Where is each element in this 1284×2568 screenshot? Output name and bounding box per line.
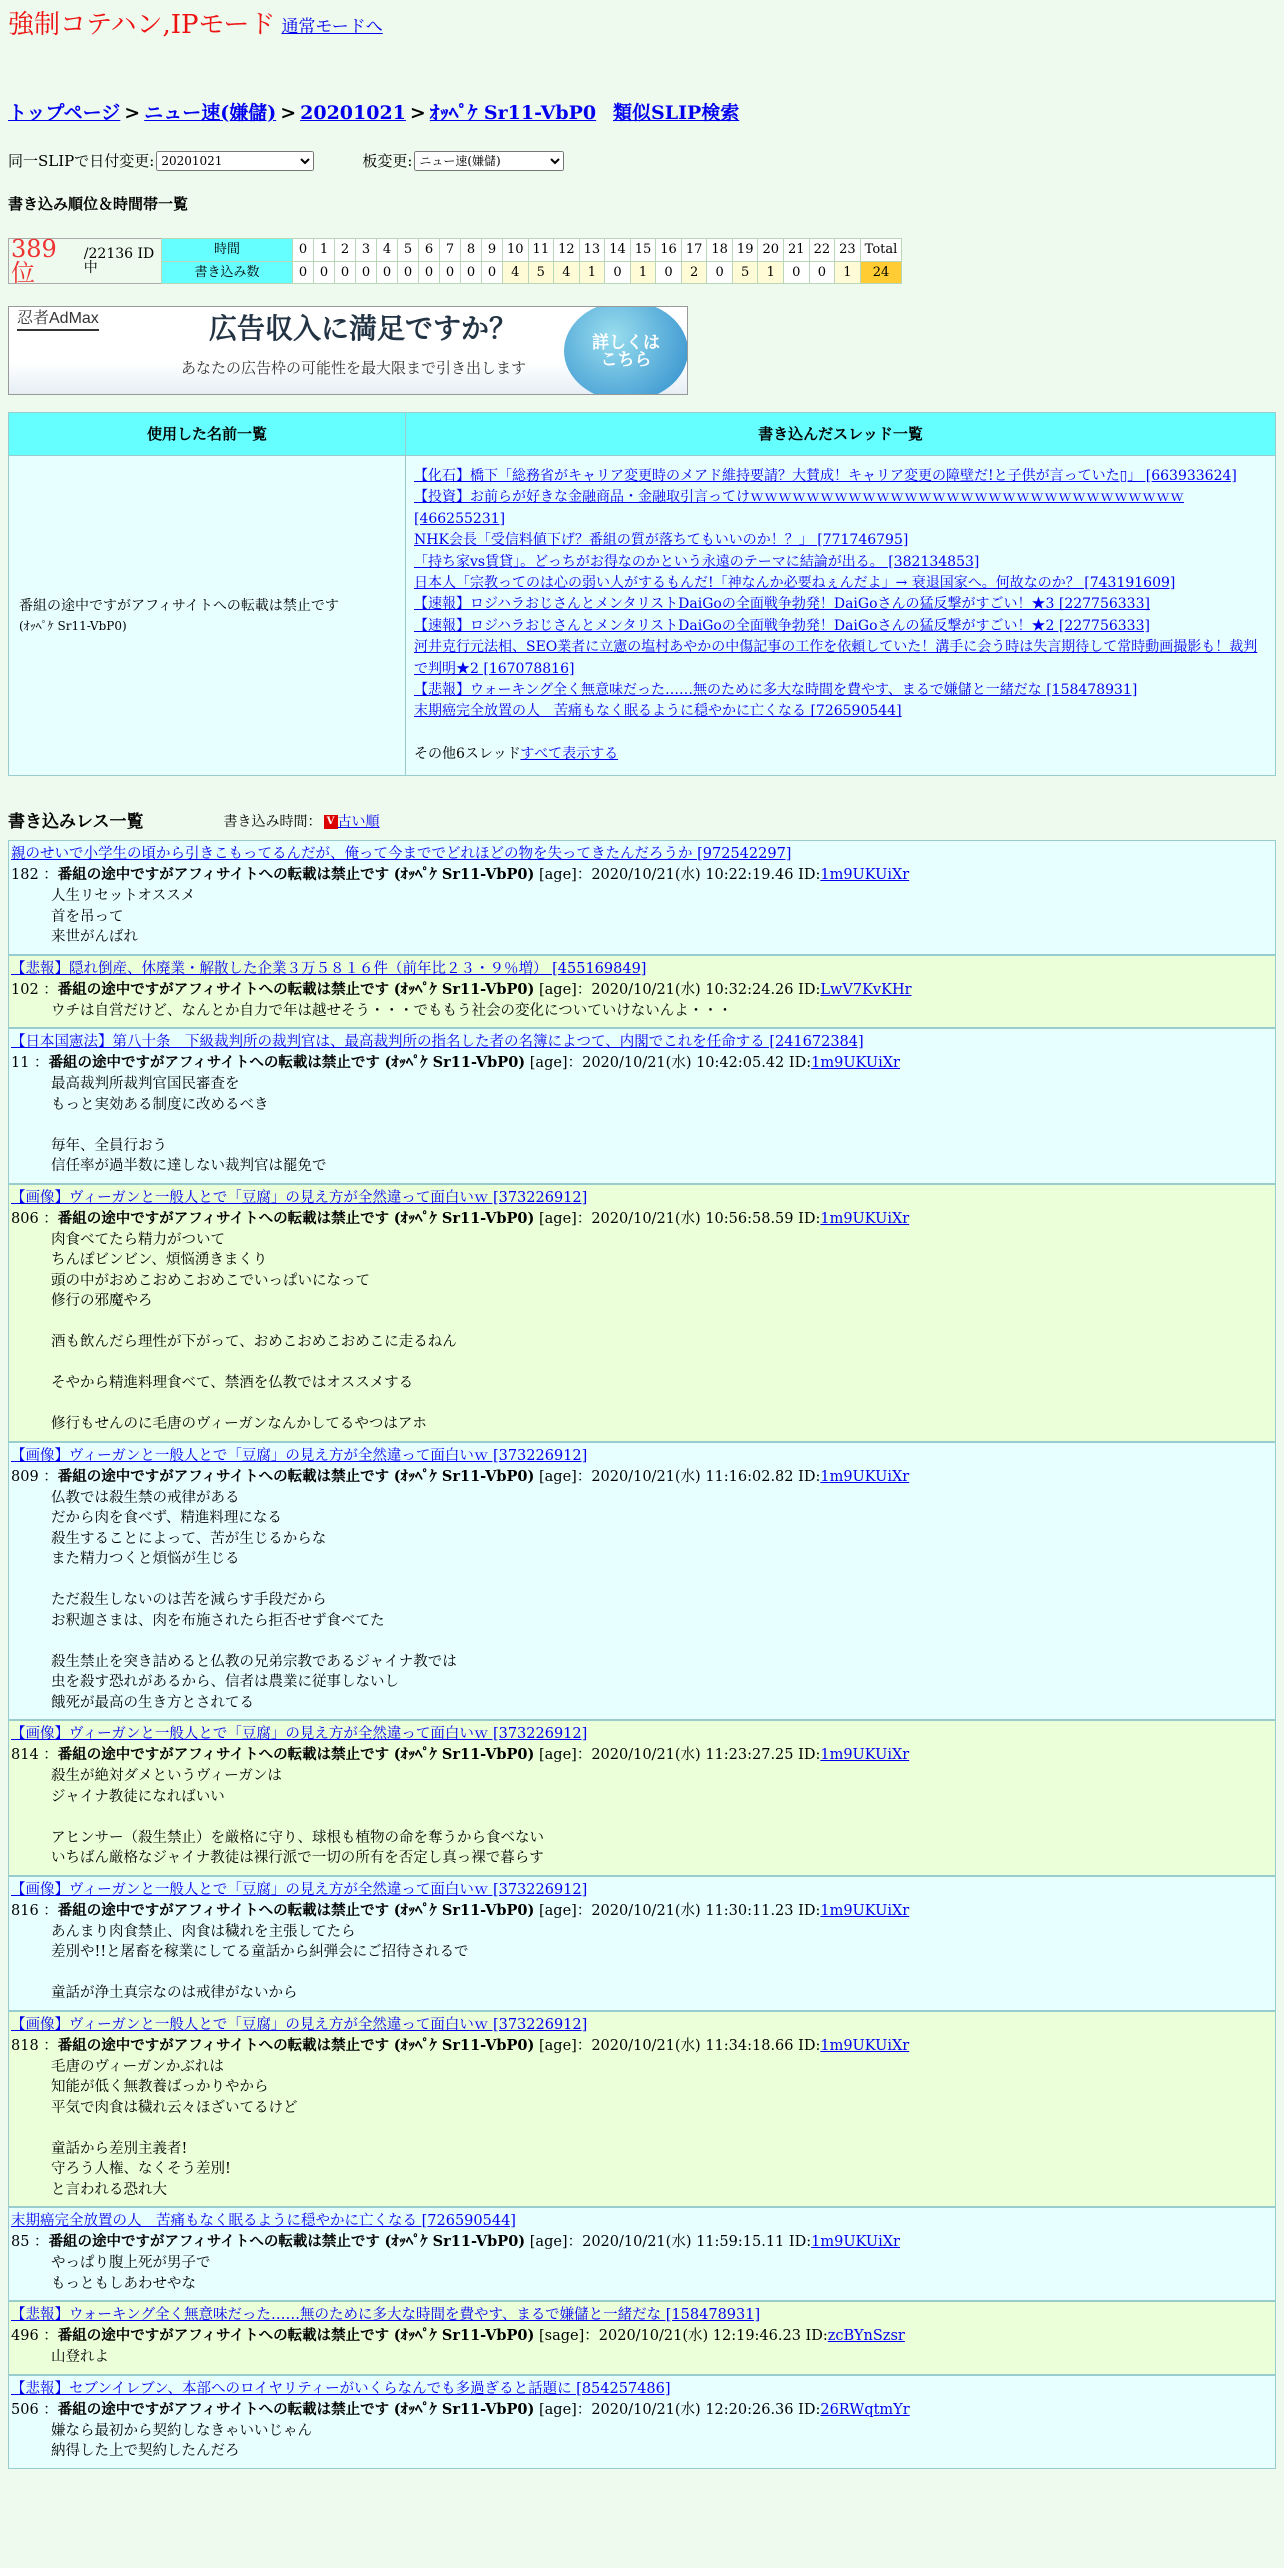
post-author: 番組の途中ですがアフィサイトへの転載は禁止です [57,2036,390,2054]
post-date: [age]：2020/10/21(水) 11:16:02.82 ID: [539,1468,821,1485]
board-select[interactable] [414,151,564,171]
names-header: 使用した名前一覧 [9,413,406,456]
post-slip: (ｵｯﾍﾟｹ Sr11-VbP0) [393,866,535,884]
hour-cell: 21 [784,239,810,262]
thread-link[interactable]: 【投資】お前らが好きな金融商品・金融取引言ってけｗｗｗｗｗｗｗｗｗｗｗｗｗｗｗｗｗｗｗｗｗｗｗｗｗｗｗｗｗｗｗ [466255231] [414,489,1184,527]
post-number: 816 [11,1902,39,1919]
post-date: [age]：2020/10/21(水) 11:34:18.66 ID: [539,2037,821,2054]
post-slip: (ｵｯﾍﾟｹ Sr11-VbP0) [384,1054,526,1072]
rank-row [8,235,1276,287]
ad-subtext: あなたの広告枠の可能性を最大限まで引き出します [181,360,527,377]
used-name-slip: (ｵｯﾍﾟｹ Sr11-VbP0) [19,618,127,633]
post [8,2301,1276,2375]
breadcrumb-sep: > [280,102,297,124]
post-number: 814 [11,1747,39,1764]
post-thread-link[interactable]: 【日本国憲法】第八十条 下級裁判所の裁判官は、最高裁判所の指名した者の名簿によつて、内閣でこれを任命する [241672384] [11,1034,864,1051]
hour-cell: 5 [398,239,419,262]
selector-bar [8,144,1276,178]
post-meta: 506 ：番組の途中ですがアフィサイトへの転載は禁止です (ｵｯﾍﾟｹ Sr11-VbP0) [age]：2020/10/21(水) 12:20:26.36 ID:26RWqtmYr [11,2400,910,2418]
post-date: [age]：2020/10/21(水) 11:59:15.11 ID: [529,2234,812,2251]
hour-cell: 0 [293,239,314,262]
count-cell: 0 [377,261,398,284]
count-row-label: 書き込み数 [162,261,293,284]
post [8,840,1276,955]
post-thread-link[interactable]: 【画像】ヴィーガンと一般人とで「豆腐」の見え方が全然違って面白いｗ [373226912] [11,1189,588,1206]
more-threads-text: その他6スレッド [414,745,521,762]
post-id-link[interactable]: 1m9UKUiXr [820,1468,910,1485]
count-cell: 0 [356,261,377,284]
ad-headline: 広告収入に満足ですか？ [209,313,518,344]
count-cell: 5 [528,261,554,284]
post-date: [sage]：2020/10/21(水) 12:19:46.23 ID: [539,2328,828,2345]
post-body: ウチは自営だけど、なんとか自力で年は越せそう・・・でももう社会の変化についていけないんよ・・・ [51,1002,733,1019]
post-number: 102 [11,981,39,998]
post-date: [age]：2020/10/21(水) 12:20:26.36 ID: [539,2401,821,2418]
post-id-link[interactable]: 1m9UKUiXr [811,1055,900,1072]
post-body: やっぱり腹上死が男子で もっともしあわせやな [51,2255,211,2292]
post-thread-link[interactable]: 【悲報】セブンイレブン、本部へのロイヤリティーがいくらなんでも多過ぎると話題に [854257486] [11,2380,671,2397]
hour-cell: 10 [503,239,529,262]
post-slip: (ｵｯﾍﾟｹ Sr11-VbP0) [393,2327,535,2345]
post-body: 仏教では殺生禁の戒律がある だから肉を食べず、精進料理になる 殺生することによって、苦が生じるからな また精力つくと煩悩が生じる ただ殺生しないのは苦を減らす手段だから お釈迦さまは、肉を布施されたら拒否せず食べてた 殺生禁止を突き詰めると仏教の兄弟宗教であるジャイナ教では 虫を殺す恐れがあるから、信者は農業に従事しないし 餓死が最高の生き方とされてる [51,1489,457,1711]
post-meta: 85 ：番組の途中ですがアフィサイトへの転載は禁止です (ｵｯﾍﾟｹ Sr11-VbP0) [age]：2020/10/21(水) 11:59:15.11 ID:1m9UKUiXr [11,2233,900,2251]
post-meta: 11 ：番組の途中ですがアフィサイトへの転載は禁止です (ｵｯﾍﾟｹ Sr11-VbP0) [age]：2020/10/21(水) 10:42:05.42 ID:1m9UKUiXr [11,1054,900,1072]
post-author: 番組の途中ですがアフィサイトへの転載は禁止です [57,1901,390,1919]
post-body: 肉食べてたら精力がついて ちんぽビンビン、煩悩湧きまくり 頭の中がおめこおめこおめこでいっぱいになって 修行の邪魔やろ 酒も飲んだら理性が下がって、おめこおめこおめこに走るねん そやから精進料理食べて、禁酒を仏教ではオススメする 修行もせんのに毛唐のヴィーガンなんかしてるやつはアホ [51,1231,457,1433]
post-author: 番組の途中ですがアフィサイトへの転載は禁止です [57,2327,390,2345]
count-cell: 0 [809,261,835,284]
post-meta: 182 ：番組の途中ですがアフィサイトへの転載は禁止です (ｵｯﾍﾟｹ Sr11-VbP0) [age]：2020/10/21(水) 10:22:19.46 ID:1m9UKUiXr [11,866,910,884]
post-thread-link[interactable]: 親のせいで小学生の頃から引きこもってるんだが、俺って今まででどれほどの物を失ってきたんだろうか [972542297] [11,846,792,863]
total-value: 24 [860,261,902,284]
post-number: 818 [11,2037,39,2054]
post-author: 番組の途中ですがアフィサイトへの転載は禁止です [57,1746,390,1764]
ad-details-button[interactable] [564,306,688,395]
post-meta: 814 ：番組の途中ですがアフィサイトへの転載は禁止です (ｵｯﾍﾟｹ Sr11-VbP0) [age]：2020/10/21(水) 11:23:27.25 ID:1m9UKUiXr [11,1746,910,1764]
count-cell: 1 [579,261,605,284]
mode-title: 強制コテハン,IPモード [8,10,276,40]
names-cell [9,456,406,776]
post-number: 182 [11,867,39,884]
thread-link[interactable]: 「持ち家vs賃貸」。どっちがお得なのかという永遠のテーマに結論が出る。 [382134853] [414,553,980,570]
post-slip: (ｵｯﾍﾟｹ Sr11-VbP0) [393,2400,535,2418]
post-thread-link[interactable]: 【画像】ヴィーガンと一般人とで「豆腐」の見え方が全然違って面白いｗ [373226912] [11,1881,588,1898]
ad-banner[interactable] [8,306,688,395]
count-cell: 1 [630,261,656,284]
used-name: 番組の途中ですがアフィサイトへの転載は禁止です [19,597,339,614]
mode-bar [8,8,1276,52]
post-id-link[interactable]: 1m9UKUiXr [820,1210,910,1227]
breadcrumb [8,104,1276,144]
hour-cell: 17 [681,239,707,262]
post-slip: (ｵｯﾍﾟｹ Sr11-VbP0) [393,980,535,998]
post-author: 番組の途中ですがアフィサイトへの転載は禁止です [57,1209,390,1227]
post-number: 496 [11,2328,39,2345]
post-id-link[interactable]: 1m9UKUiXr [811,2234,900,2251]
count-cell: 0 [419,261,440,284]
count-cell: 0 [656,261,682,284]
post-author: 番組の途中ですがアフィサイトへの転載は禁止です [57,1467,390,1485]
hour-cell: 4 [377,239,398,262]
post-id-link[interactable]: 1m9UKUiXr [820,1902,910,1919]
hour-cell: 14 [605,239,631,262]
rank-heading: 書き込み順位＆時間帯一覧 [8,195,189,213]
post-body: あんまり肉食禁止、肉食は穢れを主張してたら 差別や!!と屠畜を稼業にしてる童話から糾弾会にご招待されるで 童話が浄土真宗なのは戒律がないから [51,1923,469,2002]
hour-cell: 20 [758,239,784,262]
hour-cell: 12 [554,239,580,262]
hour-cell: 22 [809,239,835,262]
post-thread-link[interactable]: 【悲報】ウォーキング全く無意味だった……無のために多大な時間を費やす、まるで嫌儲と一緒だな [158478931] [11,2307,761,2324]
thread-link[interactable]: 【速報】ロジハラおじさんとメンタリストDaiGoの全面戦争勃発！DaiGoさんの猛反撃がすごい！★3 [227756333] [414,596,1150,613]
count-cell: 0 [461,261,482,284]
sort-oldest-link[interactable]: 古い順 [337,814,380,831]
thread-link[interactable]: 末期癌完全放置の人 苦痛もなく眠るように穏やかに亡くなる [726590544] [414,703,902,720]
post-author: 番組の途中ですがアフィサイトへの転載は禁止です [48,2233,380,2251]
breadcrumb-sep: > [124,102,141,124]
sort-label: 書き込み時間： [223,814,322,831]
hour-cell: 11 [528,239,554,262]
post-id-link[interactable]: 1m9UKUiXr [820,2037,910,2054]
thread-link[interactable]: 河井克行元法相、SEO業者に立憲の塩村あやかの中傷記事の工作を依頼していた！溝手に会う時は失言期待して常時動画撮影も！裁判で判明★2 [167078816] [414,639,1258,677]
hour-cell: 13 [579,239,605,262]
post-author: 番組の途中ですがアフィサイトへの転載は禁止です [57,2400,390,2418]
ad-logo: 忍者AdMax [17,311,99,331]
hour-cell: 3 [356,239,377,262]
post [8,1184,1276,1442]
post-thread-link[interactable]: 【悲報】隠れ倒産、休廃業・解散した企業３万５８１６件（前年比２３・９％増） [455169849] [11,960,647,977]
post-body: 毛唐のヴィーガンかぶれは 知能が低く無教養ばっかりやから 平気で肉食は穢れ云々ほざいてるけど 童話から差別主義者! 守ろう人権、なくそう差別! と言われる恐れ大 [51,2058,298,2198]
count-cell: 1 [835,261,861,284]
post-thread-link[interactable]: 【画像】ヴィーガンと一般人とで「豆腐」の見え方が全然違って面白いｗ [373226912] [11,2016,588,2033]
count-cell: 0 [398,261,419,284]
hour-cell: 2 [335,239,356,262]
count-cell: 0 [482,261,503,284]
similar-slip-search-link[interactable]: 類似SLIP検索 [613,102,740,124]
board-select-label: 板変更: [362,151,413,170]
post-body: 人生リセットオススメ 首を吊って 来世がんばれ [51,888,196,946]
count-cell: 5 [732,261,758,284]
more-threads [414,744,1267,765]
ad-button-line2: こちら [600,350,652,369]
post-list [8,840,1276,2469]
post-thread-link[interactable]: 【画像】ヴィーガンと一般人とで「豆腐」の見え方が全然違って面白いｗ [373226912] [11,1726,588,1743]
post-date: [age]：2020/10/21(水) 10:42:05.42 ID: [529,1055,812,1072]
normal-mode-link[interactable]: 通常モードへ [281,17,383,37]
post-author: 番組の途中ですがアフィサイトへの転載は禁止です [48,1054,380,1072]
rank-box [8,235,161,287]
post [8,1876,1276,2011]
thread-link[interactable]: 日本人「宗教ってのは心の弱い人がするもんだ!「神なんか必要ねぇんだよ」→ 衰退国家へ。何故なのか？ [743191609] [414,575,1176,592]
sort-control [224,815,380,829]
post-date: [age]：2020/10/21(水) 11:23:27.25 ID: [539,1747,821,1764]
post-thread-link[interactable]: 【画像】ヴィーガンと一般人とで「豆腐」の見え方が全然違って面白いｗ [373226912] [11,1447,588,1464]
count-cell: 0 [314,261,335,284]
hour-cell: 7 [440,239,461,262]
count-cell: 0 [784,261,810,284]
post [8,1442,1276,1721]
thread-list [414,466,1267,723]
post-date: [age]：2020/10/21(水) 10:22:19.46 ID: [539,867,821,884]
rank-total: /22136 ID中 [83,246,155,276]
post-thread-link[interactable]: 末期癌完全放置の人 苦痛もなく眠るように穏やかに亡くなる [726590544] [11,2213,516,2230]
post-id-link[interactable]: 1m9UKUiXr [820,867,910,884]
hour-row-label: 時間 [162,239,293,262]
breadcrumb-top[interactable]: トップページ [8,102,121,124]
hour-cell: 16 [656,239,682,262]
post [8,1028,1276,1184]
post-id-link[interactable]: 26RWqtmYr [820,2401,910,2418]
count-cell: 1 [758,261,784,284]
date-select-label: 同一SLIPで日付変更: [8,151,155,170]
post-date: [age]：2020/10/21(水) 10:56:58.59 ID: [539,1210,821,1227]
post-number: 506 [11,2401,39,2418]
hour-cell: 23 [835,239,861,262]
post [8,955,1276,1029]
count-cell: 0 [293,261,314,284]
hour-cell: 6 [419,239,440,262]
post-id-link[interactable]: 1m9UKUiXr [820,1747,910,1764]
post [8,2011,1276,2208]
post-id-link[interactable]: zcBYnSzsr [827,2328,905,2345]
breadcrumb-board[interactable]: ニュー速(嫌儲) [144,102,277,124]
post-number: 809 [11,1468,39,1485]
hour-cell: 18 [707,239,733,262]
breadcrumb-sep: > [409,102,426,124]
date-select[interactable] [156,151,314,171]
responses-title: 書き込みレス一覧 [8,811,144,832]
hour-cell: 1 [314,239,335,262]
post-slip: (ｵｯﾍﾟｹ Sr11-VbP0) [393,1901,535,1919]
threads-cell [406,456,1276,776]
post [8,2207,1276,2301]
sort-down-icon[interactable]: V [324,815,338,829]
count-cell: 2 [681,261,707,284]
thread-link[interactable]: 【化石】橋下「総務省がキャリア変更時のメアド維持要請？大賛成！キャリア変更の障壁だ!と子供が言っていた▯」 [663933624] [414,468,1237,484]
breadcrumb-date[interactable]: 20201021 [300,102,406,124]
post [8,2375,1276,2469]
post-body: 最高裁判所裁判官国民審査を もっと実効ある制度に改めるべき 毎年、全員行おう 信任率が過半数に達しない裁判官は罷免で [51,1076,327,1175]
post-date: [age]：2020/10/21(水) 10:32:24.26 ID: [539,981,821,998]
hourly-table [161,238,902,284]
threads-header: 書き込んだスレッド一覧 [406,413,1276,456]
ad-button-line1: 詳しくは [592,333,660,352]
post [8,1720,1276,1876]
post-slip: (ｵｯﾍﾟｹ Sr11-VbP0) [393,2036,535,2054]
post-author: 番組の途中ですがアフィサイトへの転載は禁止です [57,980,390,998]
hour-cell: 15 [630,239,656,262]
post-author: 番組の途中ですがアフィサイトへの転載は禁止です [57,866,390,884]
responses-header [8,804,1276,840]
count-cell: 0 [707,261,733,284]
hour-cell: 9 [482,239,503,262]
post-id-link[interactable]: LwV7KvKHr [820,981,912,998]
show-all-threads-link[interactable]: すべて表示する [520,745,619,762]
post-meta: 102 ：番組の途中ですがアフィサイトへの転載は禁止です (ｵｯﾍﾟｹ Sr11-VbP0) [age]：2020/10/21(水) 10:32:24.26 ID:LwV7KvKHr [11,980,912,998]
count-cell: 0 [605,261,631,284]
post-number: 11 [11,1055,30,1072]
post-slip: (ｵｯﾍﾟｹ Sr11-VbP0) [393,1746,535,1764]
post-meta: 806 ：番組の途中ですがアフィサイトへの転載は禁止です (ｵｯﾍﾟｹ Sr11-VbP0) [age]：2020/10/21(水) 10:56:58.59 ID:1m9UKUiXr [11,1209,910,1227]
post-meta: 496 ：番組の途中ですがアフィサイトへの転載は禁止です (ｵｯﾍﾟｹ Sr11-VbP0) [sage]：2020/10/21(水) 12:19:46.23 ID:zcBYnSzsr [11,2327,905,2345]
thread-link[interactable]: NHK会長「受信料値下げ？番組の質が落ちてもいいのか！？」 [771746795] [414,532,909,549]
post-slip: (ｵｯﾍﾟｹ Sr11-VbP0) [393,1209,535,1227]
rank-position: 389 位 [11,235,57,287]
post-body: 殺生が絶対ダメというヴィーガンは ジャイナ教徒になればいい アヒンサー（殺生禁止）を厳格に守り、球根も植物の命を奪うから食べない いちばん厳格なジャイナ教徒は裸行派で一切の所有を否定し真っ裸で暮らす [51,1768,544,1867]
summary-table [8,412,1276,776]
post-meta: 816 ：番組の途中ですがアフィサイトへの転載は禁止です (ｵｯﾍﾟｹ Sr11-VbP0) [age]：2020/10/21(水) 11:30:11.23 ID:1m9UKUiXr [11,1901,910,1919]
post-body: 嫌なら最初から契約しなきゃいいじゃん 納得した上で契約したんだろ [51,2422,312,2460]
count-cell: 4 [503,261,529,284]
post-date: [age]：2020/10/21(水) 11:30:11.23 ID: [539,1902,821,1919]
count-cell: 4 [554,261,580,284]
count-cell: 0 [440,261,461,284]
hour-cell: 8 [461,239,482,262]
post-number: 85 [11,2234,30,2251]
post-body: 山登れよ [51,2349,109,2366]
post-slip: (ｵｯﾍﾟｹ Sr11-VbP0) [384,2233,526,2251]
post-meta: 818 ：番組の途中ですがアフィサイトへの転載は禁止です (ｵｯﾍﾟｹ Sr11-VbP0) [age]：2020/10/21(水) 11:34:18.66 ID:1m9UKUiXr [11,2036,910,2054]
thread-link[interactable]: 【速報】ロジハラおじさんとメンタリストDaiGoの全面戦争勃発！DaiGoさんの猛反撃がすごい！★2 [227756333] [414,617,1150,634]
breadcrumb-slip[interactable]: ｵｯﾍﾟｹ Sr11-VbP0 [429,102,597,124]
total-label: Total [860,239,902,262]
hour-cell: 19 [732,239,758,262]
post-slip: (ｵｯﾍﾟｹ Sr11-VbP0) [393,1467,535,1485]
thread-link[interactable]: 【悲報】ウォーキング全く無意味だった……無のために多大な時間を費やす、まるで嫌儲と一緒だな [158478931] [414,682,1138,699]
post-number: 806 [11,1210,39,1227]
post-meta: 809 ：番組の途中ですがアフィサイトへの転載は禁止です (ｵｯﾍﾟｹ Sr11-VbP0) [age]：2020/10/21(水) 11:16:02.82 ID:1m9UKUiXr [11,1467,910,1485]
count-cell: 0 [335,261,356,284]
